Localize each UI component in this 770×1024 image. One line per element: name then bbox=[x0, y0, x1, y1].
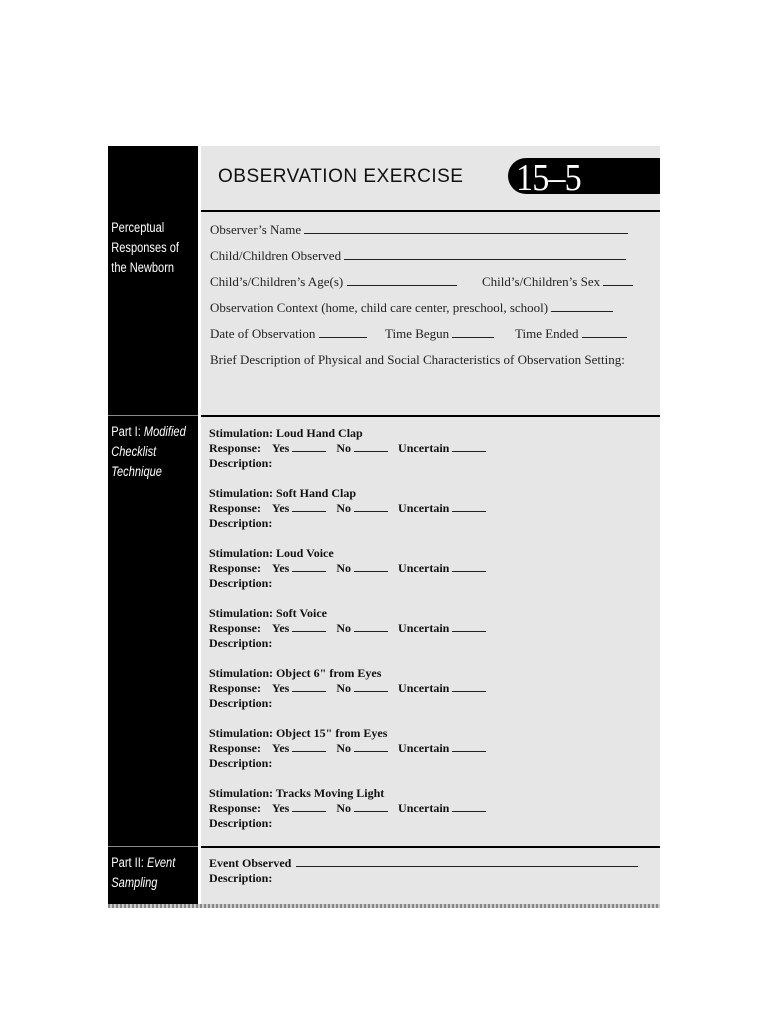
no-label: No bbox=[336, 561, 352, 575]
response-label: Response: bbox=[209, 441, 262, 455]
section-line: Responses of bbox=[111, 240, 179, 255]
no-label: No bbox=[336, 501, 352, 515]
stimulation-title: Stimulation: Soft Voice bbox=[209, 606, 328, 620]
stimulation-block bbox=[209, 606, 486, 651]
uncertain-blank[interactable] bbox=[452, 562, 486, 572]
section-line: Perceptual bbox=[111, 220, 165, 235]
time-begun-field[interactable] bbox=[385, 326, 494, 342]
no-label: No bbox=[336, 621, 352, 635]
yes-blank[interactable] bbox=[292, 562, 326, 572]
answer-blank[interactable] bbox=[452, 327, 494, 338]
description-label: Description: bbox=[209, 696, 273, 710]
field-label: Time Begun bbox=[385, 326, 450, 341]
stimulation-title: Stimulation: Object 6" from Eyes bbox=[209, 666, 382, 680]
answer-blank[interactable] bbox=[582, 327, 627, 338]
stimulation-block bbox=[209, 486, 486, 531]
sidebar-divider bbox=[108, 846, 198, 847]
answer-blank[interactable] bbox=[603, 275, 633, 286]
page-bottom-edge bbox=[108, 904, 660, 908]
no-blank[interactable] bbox=[354, 562, 388, 572]
response-row bbox=[209, 801, 486, 816]
exercise-number-badge bbox=[508, 157, 660, 199]
response-label: Response: bbox=[209, 561, 262, 575]
child-sex-field[interactable] bbox=[482, 274, 633, 290]
response-row bbox=[209, 621, 486, 636]
uncertain-blank[interactable] bbox=[452, 742, 486, 752]
yes-blank[interactable] bbox=[292, 742, 326, 752]
uncertain-label: Uncertain bbox=[398, 621, 450, 635]
stimulation-title: Stimulation: Loud Voice bbox=[209, 546, 334, 560]
yes-label: Yes bbox=[272, 561, 290, 575]
observer-name-field[interactable] bbox=[210, 222, 628, 238]
exercise-number: 15–5 bbox=[516, 157, 581, 199]
field-label: Child’s/Children’s Age(s) bbox=[210, 274, 344, 289]
stimulation-title: Stimulation: Loud Hand Clap bbox=[209, 426, 363, 440]
no-label: No bbox=[336, 441, 352, 455]
stimulation-title: Stimulation: Tracks Moving Light bbox=[209, 786, 385, 800]
description-label: Description: bbox=[209, 516, 273, 530]
yes-label: Yes bbox=[272, 801, 290, 815]
setting-description-label: Brief Description of Physical and Social Characteristics of Observation Setting: bbox=[210, 352, 625, 367]
section-title-part2 bbox=[108, 853, 198, 893]
uncertain-label: Uncertain bbox=[398, 441, 450, 455]
uncertain-label: Uncertain bbox=[398, 561, 450, 575]
description-label: Description: bbox=[209, 816, 273, 830]
field-label: Observation Context (home, child care center, preschool, school) bbox=[210, 300, 549, 315]
answer-blank[interactable] bbox=[304, 223, 628, 234]
child-age-field[interactable] bbox=[210, 274, 457, 290]
column-separator bbox=[198, 146, 201, 908]
response-label: Response: bbox=[209, 801, 262, 815]
stimulation-title: Stimulation: Soft Hand Clap bbox=[209, 486, 357, 500]
stimulation-block bbox=[209, 666, 486, 711]
response-row bbox=[209, 561, 486, 576]
yes-label: Yes bbox=[272, 621, 290, 635]
no-label: No bbox=[336, 681, 352, 695]
no-blank[interactable] bbox=[354, 442, 388, 452]
response-label: Response: bbox=[209, 741, 262, 755]
uncertain-blank[interactable] bbox=[452, 802, 486, 812]
response-label: Response: bbox=[209, 681, 262, 695]
uncertain-label: Uncertain bbox=[398, 501, 450, 515]
yes-label: Yes bbox=[272, 741, 290, 755]
answer-blank[interactable] bbox=[347, 275, 457, 286]
description-label: Description: bbox=[209, 456, 273, 470]
no-blank[interactable] bbox=[354, 802, 388, 812]
uncertain-blank[interactable] bbox=[452, 442, 486, 452]
response-row bbox=[209, 441, 486, 456]
no-blank[interactable] bbox=[354, 742, 388, 752]
no-label: No bbox=[336, 741, 352, 755]
date-field[interactable] bbox=[210, 326, 367, 342]
stimulation-block bbox=[209, 786, 486, 831]
description-label: Description: bbox=[209, 636, 273, 650]
answer-blank[interactable] bbox=[551, 301, 613, 312]
page-title: OBSERVATION EXERCISE bbox=[218, 166, 464, 187]
field-label: Date of Observation bbox=[210, 326, 316, 341]
part-title: Event bbox=[146, 855, 176, 870]
part-prefix: Part I: bbox=[111, 424, 144, 439]
yes-label: Yes bbox=[272, 681, 290, 695]
event-block bbox=[209, 856, 638, 886]
yes-blank[interactable] bbox=[292, 802, 326, 812]
yes-label: Yes bbox=[272, 441, 290, 455]
yes-blank[interactable] bbox=[292, 442, 326, 452]
part-title: Modified bbox=[143, 424, 186, 439]
context-field[interactable] bbox=[210, 300, 613, 316]
section-divider bbox=[201, 415, 660, 417]
yes-blank[interactable] bbox=[292, 682, 326, 692]
field-label: Observer’s Name bbox=[210, 222, 302, 237]
sidebar bbox=[108, 146, 198, 908]
no-blank[interactable] bbox=[354, 502, 388, 512]
sidebar-divider bbox=[108, 415, 198, 416]
response-row bbox=[209, 681, 486, 696]
child-observed-field[interactable] bbox=[210, 248, 626, 264]
section-line: the Newborn bbox=[111, 260, 175, 275]
no-blank[interactable] bbox=[354, 622, 388, 632]
no-label: No bbox=[336, 801, 352, 815]
field-label: Child/Children Observed bbox=[210, 248, 342, 263]
uncertain-blank[interactable] bbox=[452, 502, 486, 512]
section-divider bbox=[201, 846, 660, 848]
description-label: Description: bbox=[209, 756, 273, 770]
part-title: Checklist bbox=[111, 444, 157, 459]
field-label: Time Ended bbox=[515, 326, 579, 341]
yes-label: Yes bbox=[272, 501, 290, 515]
stimulation-block bbox=[209, 426, 486, 471]
yes-blank[interactable] bbox=[292, 502, 326, 512]
part-title: Technique bbox=[111, 464, 162, 479]
response-label: Response: bbox=[209, 501, 262, 515]
event-observed-label: Event Observed bbox=[209, 856, 292, 870]
yes-blank[interactable] bbox=[292, 622, 326, 632]
response-row bbox=[209, 501, 486, 516]
description-label: Description: bbox=[209, 576, 273, 590]
uncertain-label: Uncertain bbox=[398, 741, 450, 755]
response-row bbox=[209, 741, 486, 756]
stimulation-block bbox=[209, 546, 486, 591]
section-divider bbox=[201, 210, 660, 212]
response-label: Response: bbox=[209, 621, 262, 635]
uncertain-blank[interactable] bbox=[452, 622, 486, 632]
part-title: Sampling bbox=[111, 875, 158, 890]
stimulation-title: Stimulation: Object 15" from Eyes bbox=[209, 726, 388, 740]
field-label: Child’s/Children’s Sex bbox=[482, 274, 601, 289]
stimulation-block bbox=[209, 726, 486, 771]
uncertain-label: Uncertain bbox=[398, 681, 450, 695]
answer-blank[interactable] bbox=[319, 327, 367, 338]
event-observed-blank[interactable] bbox=[296, 857, 638, 867]
no-blank[interactable] bbox=[354, 682, 388, 692]
section-title-part1 bbox=[108, 422, 198, 482]
part-prefix: Part II: bbox=[111, 855, 147, 870]
answer-blank[interactable] bbox=[344, 249, 626, 260]
uncertain-blank[interactable] bbox=[452, 682, 486, 692]
event-description-label: Description: bbox=[209, 871, 273, 885]
time-ended-field[interactable] bbox=[515, 326, 627, 342]
uncertain-label: Uncertain bbox=[398, 801, 450, 815]
section-title-perceptual bbox=[108, 218, 198, 278]
